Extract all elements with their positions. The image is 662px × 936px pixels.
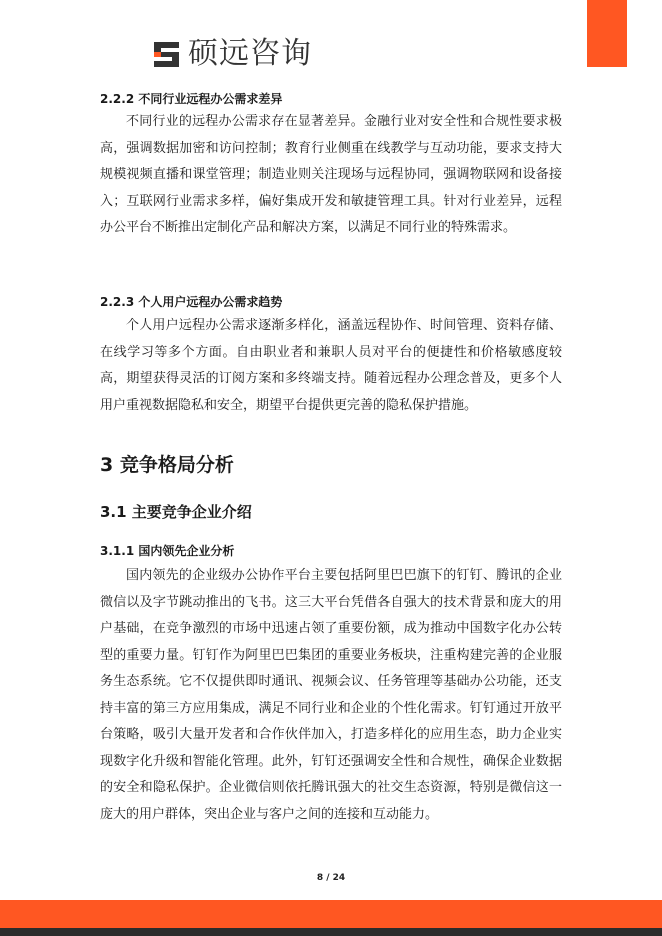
brand-name: 硕远咨询	[188, 36, 312, 71]
chapter-heading: 3 竞争格局分析	[100, 454, 234, 476]
corner-accent-tab	[587, 0, 627, 67]
subsubsection-heading: 3.1.1 国内领先企业分析	[100, 544, 235, 558]
subsection-heading: 3.1 主要竞争企业介绍	[100, 503, 252, 521]
section-heading-2-2-3: 2.2.3 个人用户远程办公需求趋势	[100, 295, 283, 309]
footer-dark-strip	[0, 928, 662, 936]
s-shaped-logo-icon	[152, 39, 182, 69]
brand-logo	[152, 37, 312, 71]
section-heading-2-2-2: 2.2.2 不同行业远程办公需求差异	[100, 92, 283, 106]
section-paragraph-2-2-3: 个人用户远程办公需求逐渐多样化，涵盖远程协作、时间管理、资料存储、在线学习等多个方面。自由职业者和兼职人员对平台的便捷性和价格敏感度较高，期望获得灵活的订阅方案和多终端支持。随着远程办公理念普及，更多个人用户重视数据隐私和安全，期望平台提供更完善的隐私保护措施。	[100, 318, 562, 413]
subsubsection-paragraph: 国内领先的企业级办公协作平台主要包括阿里巴巴旗下的钉钉、腾讯的企业微信以及字节跳动推出的飞书。这三大平台凭借各自强大的技术背景和庞大的用户基础，在竞争激烈的市场中迅速占领了重要份额，成为推动中国数字化办公转型的重要力量。钉钉作为阿里巴巴集团的重要业务板块，注重构建完善的企业服务生态系统。它不仅提供即时通讯、视频会议、任务管理等基础办公功能，还支持丰富的第三方应用集成，满足不同行业和企业的个性化需求。钉钉通过开放平台策略，吸引大量开发者和合作伙伴加入，打造多样化的应用生态，助力企业实现数字化升级和智能化管理。此外，钉钉还强调安全性和合规性，确保企业数据的安全和隐私保护。企业微信则依托腾讯强大的社交生态资源，特别是微信这一庞大的用户群体，突出企业与客户之间的连接和互动能力。	[100, 568, 562, 822]
section-paragraph-2-2-2: 不同行业的远程办公需求存在显著差异。金融行业对安全性和合规性要求极高，强调数据加密和访问控制；教育行业侧重在线教学与互动功能，要求支持大规模视频直播和课堂管理；制造业则关注现场与远程协同，强调物联网和设备接入；互联网行业需求多样，偏好集成开发和敏捷管理工具。针对行业差异，远程办公平台不断推出定制化产品和解决方案，以满足不同行业的特殊需求。	[100, 114, 562, 235]
page-number: 8 / 24	[316, 873, 346, 883]
footer-accent-bar	[0, 900, 662, 928]
